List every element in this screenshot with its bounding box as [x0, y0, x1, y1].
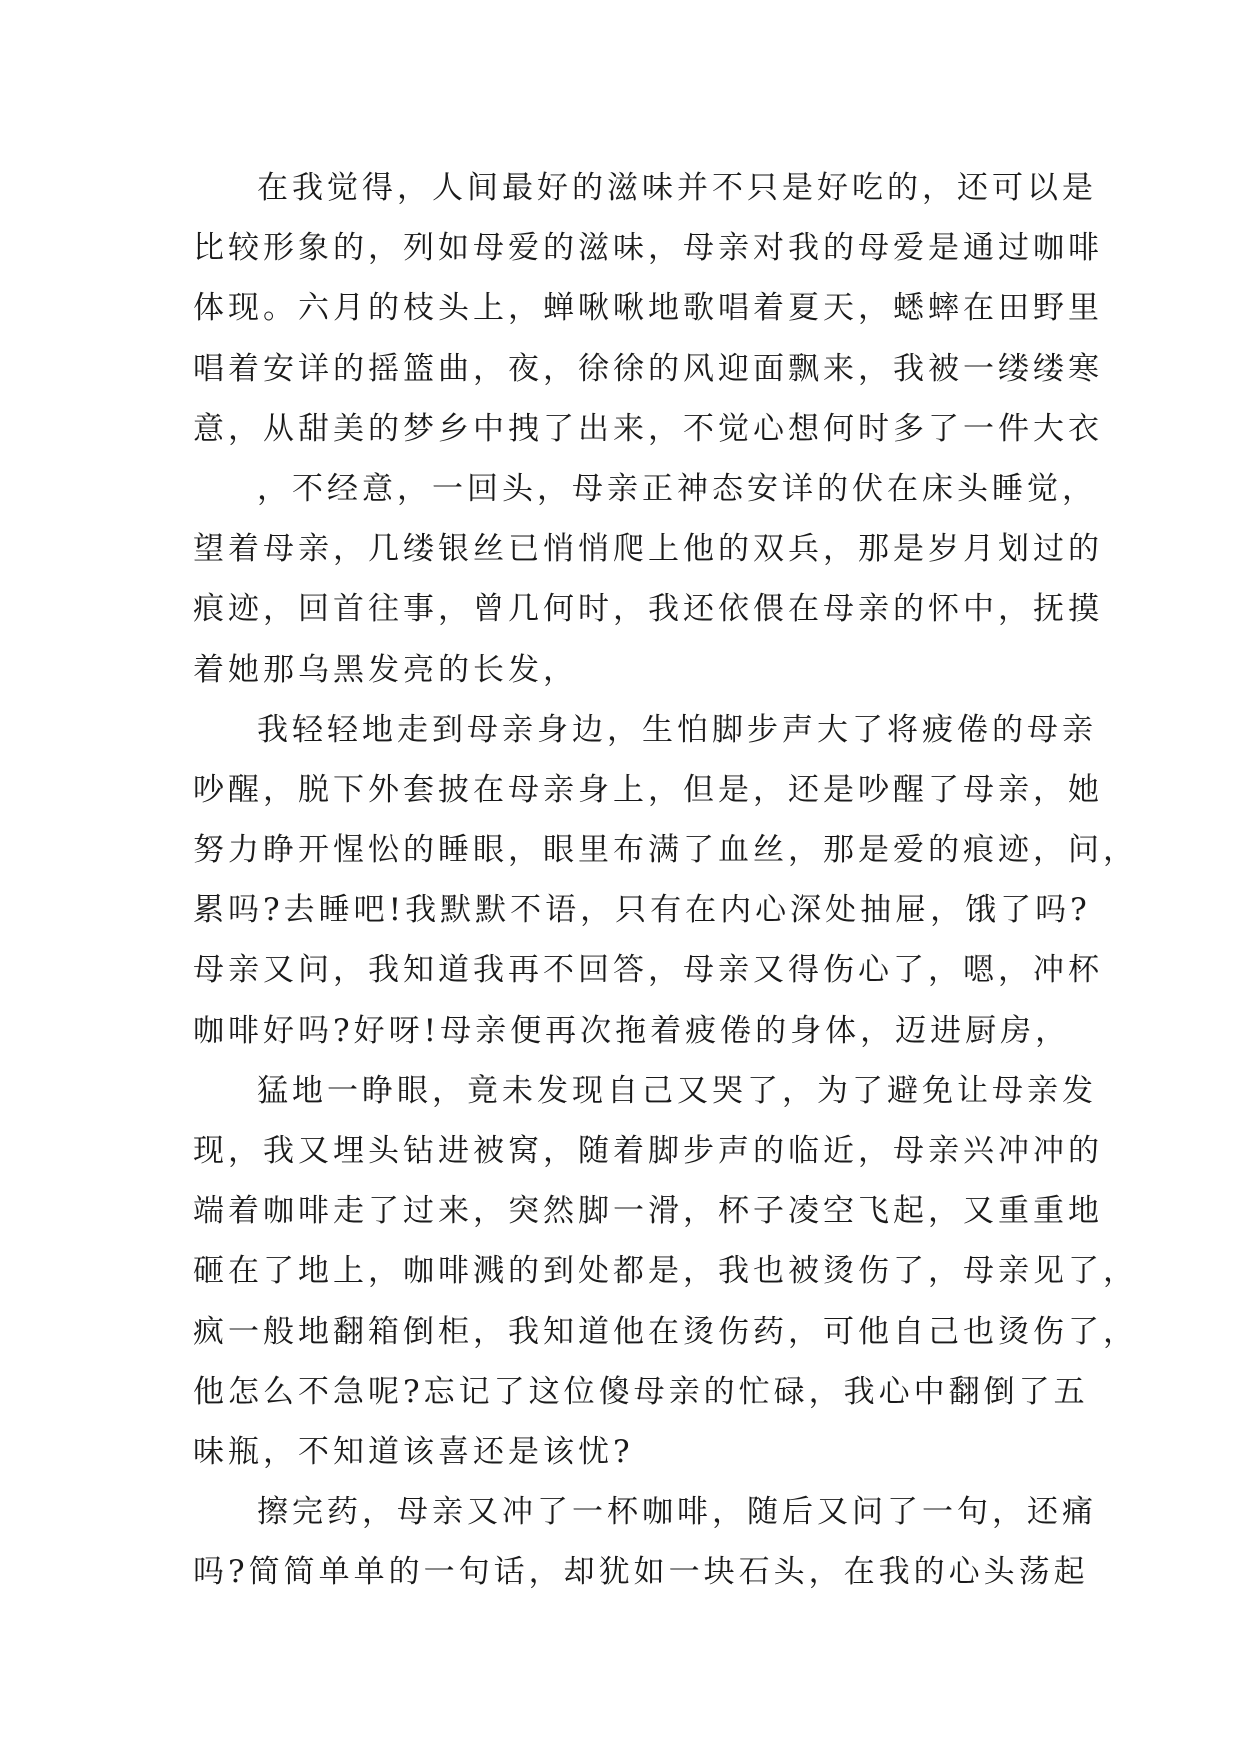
- text-line: 体现。六月的枝头上，蝉啾啾地歌唱着夏天，蟋蟀在田野里: [193, 290, 1103, 327]
- text-line: 猛地一睁眼，竟未发现自己又哭了，为了避免让母亲发: [257, 1072, 1097, 1109]
- text-line: 痕迹，回首往事，曾几何时，我还依偎在母亲的怀中，抚摸: [193, 591, 1103, 628]
- text-line: 着她那乌黑发亮的长发，: [193, 651, 578, 688]
- text-line: 比较形象的，列如母爱的滋味，母亲对我的母爱是通过咖啡: [193, 230, 1103, 267]
- text-line: 母亲又问，我知道我再不回答，母亲又得伤心了，嗯，冲杯: [193, 952, 1103, 989]
- text-line: 我轻轻地走到母亲身边，生怕脚步声大了将疲倦的母亲: [257, 711, 1097, 748]
- text-line: 他怎么不急呢?忘记了这位傻母亲的忙碌，我心中翻倒了五: [193, 1373, 1089, 1410]
- text-line: 疯一般地翻箱倒柜，我知道他在烫伤药，可他自己也烫伤了，: [193, 1313, 1138, 1350]
- text-line: 意，从甜美的梦乡中拽了出来，不觉心想何时多了一件大衣: [193, 410, 1103, 447]
- text-line: 唱着安详的摇篮曲，夜，徐徐的风迎面飘来，我被一缕缕寒: [193, 350, 1103, 387]
- text-line: 吵醒，脱下外套披在母亲身上，但是，还是吵醒了母亲，她: [193, 771, 1103, 808]
- text-line: 望着母亲，几缕银丝已悄悄爬上他的双兵，那是岁月划过的: [193, 531, 1103, 568]
- text-line: 现，我又埋头钻进被窝，随着脚步声的临近，母亲兴冲冲的: [193, 1133, 1103, 1169]
- text-line: ，不经意，一回头，母亲正神态安详的伏在床头睡觉，: [257, 470, 1097, 507]
- text-line: 在我觉得，人间最好的滋味并不只是好吃的，还可以是: [257, 170, 1097, 206]
- text-line: 努力睁开惺忪的睡眼，眼里布满了血丝，那是爱的痕迹，问，: [193, 832, 1138, 869]
- text-line: 端着咖啡走了过来，突然脚一滑，杯子凌空飞起，又重重地: [193, 1193, 1103, 1230]
- text-line: 味瓶，不知道该喜还是该忧?: [193, 1433, 634, 1470]
- essay-body: [193, 158, 1138, 1603]
- text-line: 吗?简简单单的一句话，却犹如一块石头，在我的心头荡起: [193, 1554, 1089, 1591]
- text-line: 砸在了地上，咖啡溅的到处都是，我也被烫伤了，母亲见了，: [193, 1253, 1138, 1290]
- text-line: 咖啡好吗?好呀!母亲便再次拖着疲倦的身体，迈进厨房，: [193, 1012, 1071, 1049]
- text-line: 累吗?去睡吧!我默默不语，只有在内心深处抽屉，饿了吗?: [193, 892, 1091, 929]
- text-line: 擦完药，母亲又冲了一杯咖啡，随后又问了一句，还痛: [257, 1494, 1097, 1531]
